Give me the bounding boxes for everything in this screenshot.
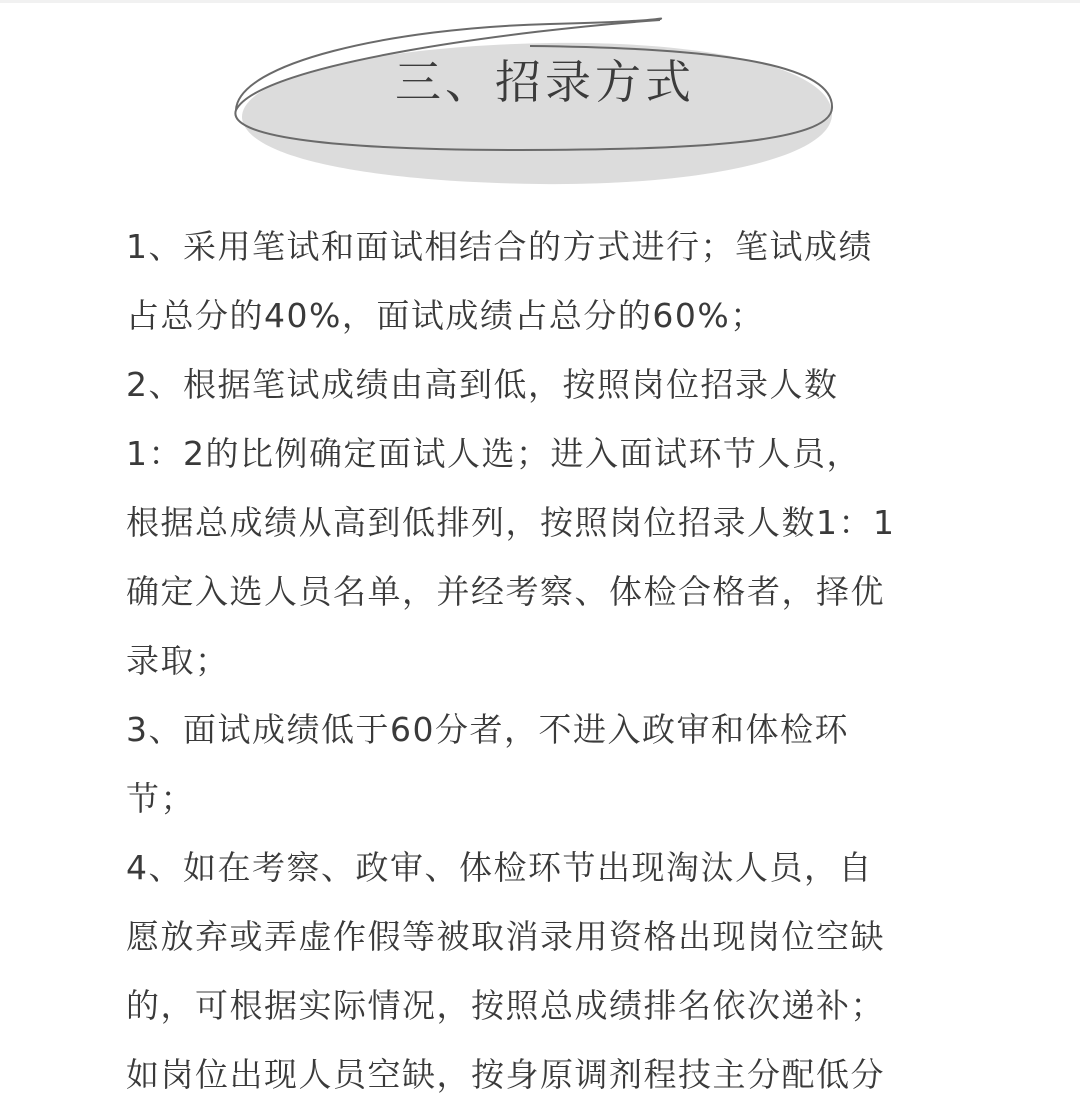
- text-line: 愿放弃或弄虚作假等被取消录用资格出现岗位空缺: [126, 917, 885, 956]
- text-line: 1、采用笔试和面试相结合的方式进行；笔试成绩: [126, 227, 873, 266]
- body-text: [126, 212, 966, 1109]
- text-line: 根据总成绩从高到低排列，按照岗位招录人数1：1: [126, 503, 896, 542]
- section-title: 三、招录方式: [395, 55, 695, 109]
- section-title-badge: [220, 8, 870, 193]
- text-line: 确定入选人员名单，并经考察、体检合格者，择优: [126, 572, 885, 611]
- text-line: 如岗位出现人员空缺，按身原调剂程技主分配低分: [126, 1055, 885, 1094]
- text-line: 1：2的比例确定面试人选；进入面试环节人员，: [126, 434, 861, 473]
- top-divider: [0, 0, 1080, 3]
- text-line: 4、如在考察、政审、体检环节出现淘汰人员，自: [126, 848, 873, 887]
- text-line: 2、根据笔试成绩由高到低，按照岗位招录人数: [126, 365, 839, 404]
- text-line: 录取；: [126, 641, 230, 680]
- text-line: 的，可根据实际情况，按照总成绩排名依次递补；: [126, 986, 885, 1025]
- text-line: 节；: [126, 779, 195, 818]
- text-line: 3、面试成绩低于60分者，不进入政审和体检环: [126, 710, 849, 749]
- text-line: 占总分的40%，面试成绩占总分的60%；: [126, 296, 765, 335]
